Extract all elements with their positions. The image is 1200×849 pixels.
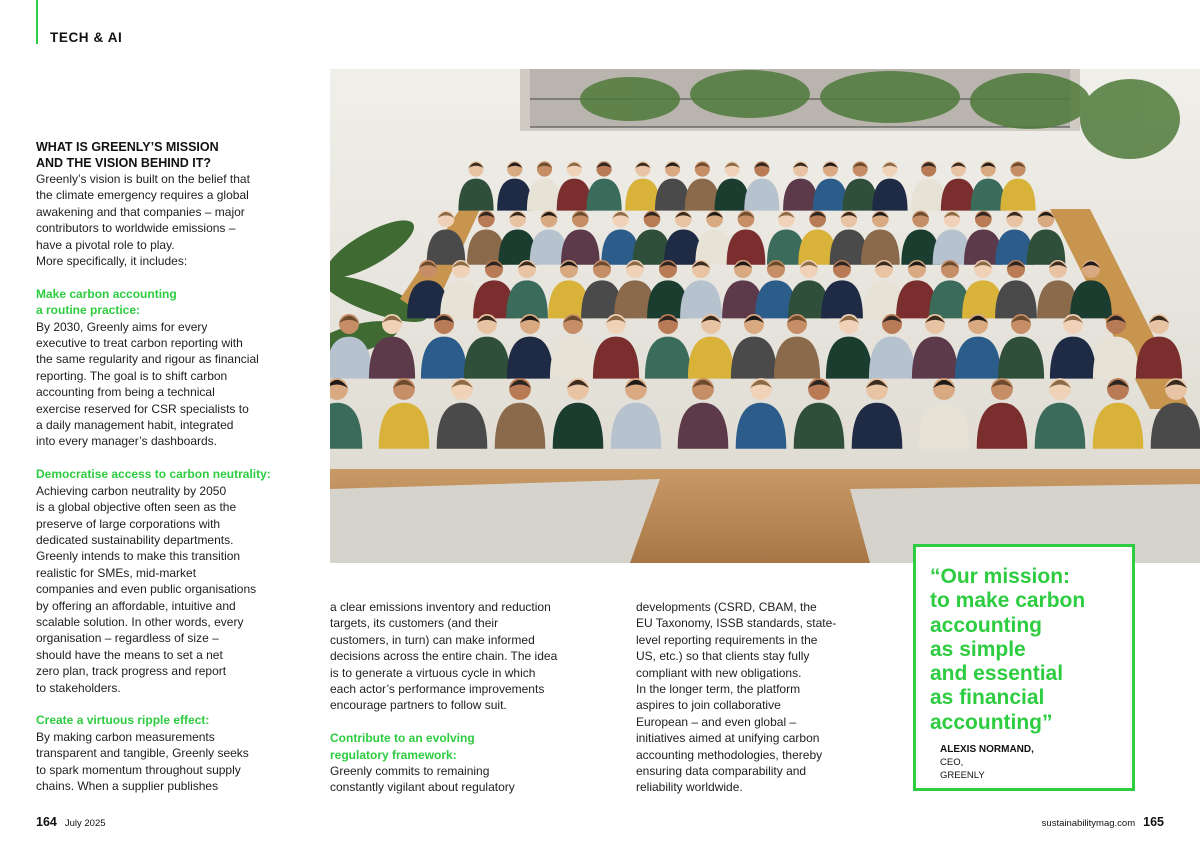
article-column-1 [36,139,281,794]
team-photo-illustration [330,69,1200,563]
footer-left [36,815,106,829]
paragraph-ripple [36,729,281,795]
paragraph-supply-chain [330,599,580,714]
text-line: should have the means to set a net [36,647,223,662]
text-line: reporting. The goal is to shift carbon [36,368,228,383]
text-line: compliant with new obligations. [636,665,802,680]
article-column-2 [330,599,580,796]
quote-attribution-company: GREENLY [940,770,985,781]
text-line: exercise reserved for CSR specialists to [36,401,249,416]
quote-attribution-name: ALEXIS NORMAND, [940,744,1034,755]
subheading-democratise: Democratise access to carbon neutrality: [36,467,271,482]
text-line: ensuring data comparability and [636,764,807,779]
text-line: to spark momentum throughout supply [36,762,241,777]
pull-quote-box [913,544,1135,791]
question-heading-line-1: WHAT IS GREENLY’S MISSION [36,140,219,154]
text-line: encourage partners to follow suit. [330,698,507,713]
text-line: transparent and tangible, Greenly seeks [36,746,249,761]
text-line: Achieving carbon neutrality by 2050 [36,483,227,498]
footer-right [1042,815,1164,829]
subheading-ripple: Create a virtuous ripple effect: [36,713,210,728]
text-line: EU Taxonomy, ISSB standards, state- [636,616,837,631]
text-line: the climate emergency requires a global [36,188,249,203]
text-line: accounting from being a technical [36,385,215,400]
issue-date: July 2025 [64,818,106,829]
text-line: In the longer term, the platform [636,682,801,697]
text-line: Greenly commits to remaining [330,764,490,779]
text-line: zero plan, track progress and report [36,664,227,679]
text-line: each actor’s performance improvements [330,682,545,697]
intro-paragraph [36,171,281,269]
text-line: Greenly intends to make this transition [36,549,241,564]
text-line: companies and even public organisations [36,582,257,597]
subheading-regulatory-line-1: Contribute to an evolving [330,731,475,746]
question-heading-line-2: AND THE VISION BEHIND IT? [36,156,212,170]
section-rule [36,0,38,44]
pull-quote-text: “Our mission: to make carbon accounting as simple and essential as financial accounting” [930,565,1086,734]
text-line: decisions across the entire chain. The idea [330,649,558,664]
team-photo [330,69,1200,563]
paragraph-regulatory [330,763,580,796]
text-line: executive to treat carbon reporting with [36,336,243,351]
text-line: the same regularity and rigour as financial [36,352,259,367]
text-line: Greenly’s vision is built on the belief that [36,172,250,186]
text-line: contributors to worldwide emissions – [36,221,236,236]
text-line: into every manager’s dashboards. [36,434,217,449]
website-link[interactable]: sustainabilitymag.com [1041,818,1136,829]
text-line: organisation – regardless of size – [36,631,219,646]
text-line: customers, in turn) can make informed [330,632,535,647]
article-column-3 [636,599,861,796]
text-line: preserve of large corporations with [36,516,221,531]
text-line: scalable solution. In other words, every [36,614,244,629]
subheading-regulatory-line-2: regulatory framework: [330,747,457,762]
text-line: to stakeholders. [36,680,121,695]
text-line: By making carbon measurements [36,729,215,744]
text-line: initiatives aimed at unifying carbon [636,731,820,746]
text-line: a daily management habit, integrated [36,418,234,433]
text-line: By 2030, Greenly aims for every [36,319,208,334]
text-line: have a pivotal role to play. [36,237,175,252]
subheading-routine-line-2: a routine practice: [36,303,141,318]
text-line: US, etc.) so that clients stay fully [636,649,810,664]
text-line: accounting methodologies, thereby [636,747,823,762]
text-line: dedicated sustainability departments. [36,532,234,547]
text-line: awakening and that companies – major [36,204,245,219]
paragraph-routine [36,319,281,450]
text-line: chains. When a supplier publishes [36,778,219,793]
subheading-routine-line-1: Make carbon accounting [36,286,177,301]
text-line: More specifically, it includes: [36,254,188,269]
text-line: European – and even global – [636,714,797,729]
text-line: realistic for SMEs, mid-market [36,565,197,580]
text-line: aspires to join collaborative [636,698,781,713]
paragraph-regulatory-continued [636,599,861,796]
text-line: level reporting requirements in the [636,632,818,647]
text-line: developments (CSRD, CBAM, the [636,600,817,614]
text-line: is a global objective often seen as the [36,500,237,515]
text-line: reliability worldwide. [636,780,743,795]
section-label: TECH & AI [50,30,123,45]
text-line: targets, its customers (and their [330,616,499,631]
text-line: is to generate a virtuous cycle in which [330,665,536,680]
page-number-right: 165 [1143,815,1164,829]
text-line: a clear emissions inventory and reduction [330,600,551,614]
paragraph-democratise [36,483,281,696]
text-line: by offering an affordable, intuitive and [36,598,236,613]
page-number-left: 164 [36,815,57,829]
quote-attribution-role: CEO, [940,757,964,768]
text-line: constantly vigilant about regulatory [330,780,515,795]
